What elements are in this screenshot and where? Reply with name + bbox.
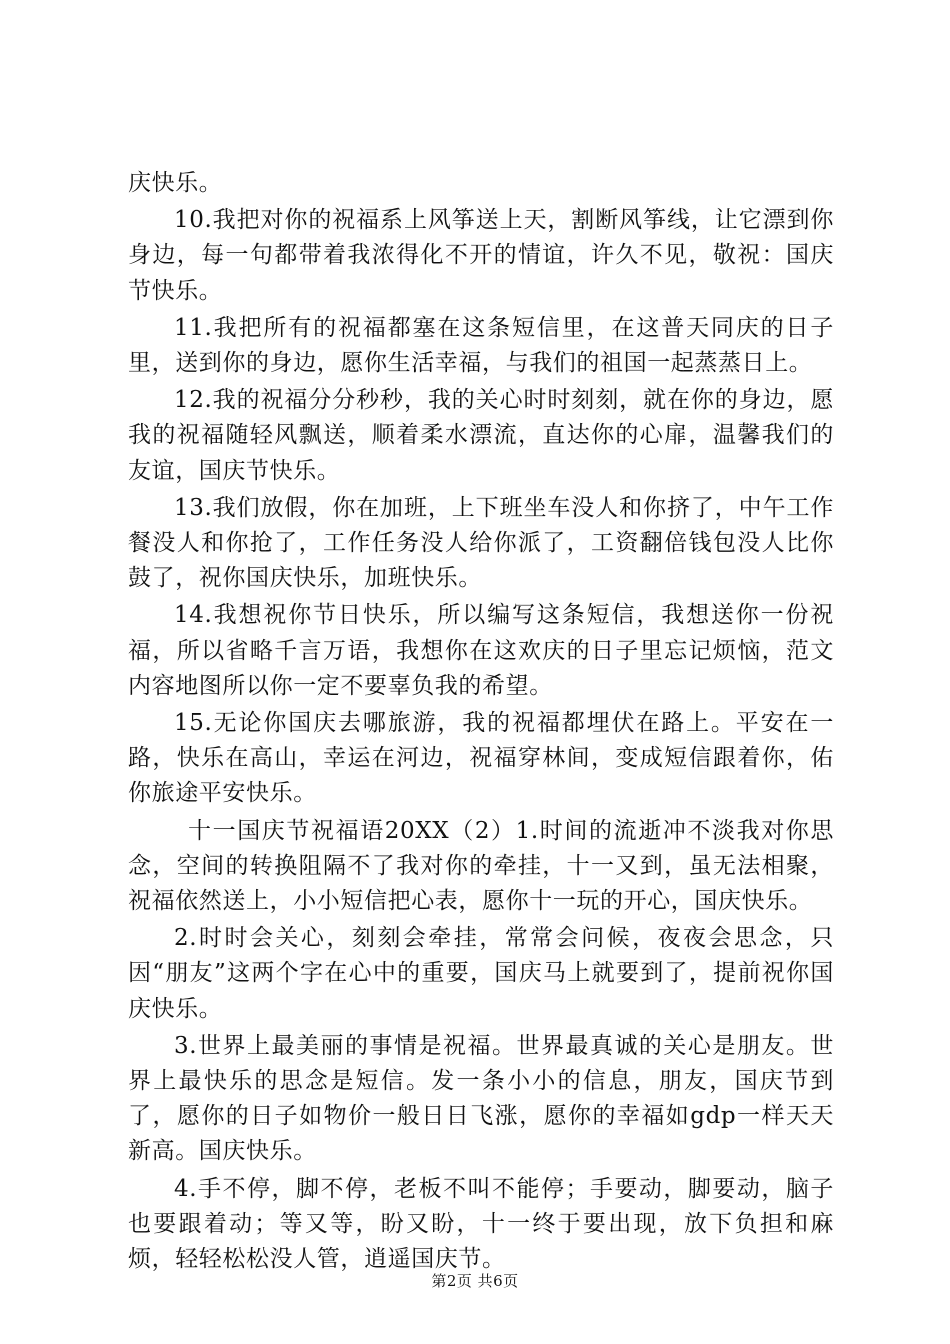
paragraph: 庆快乐。 bbox=[128, 170, 223, 196]
paragraph: 15.无论你国庆去哪旅游，我的祝福都埋伏在路上。平安在一路，快乐在高山，幸运在河边，祝福穿林间，变成短信跟着你，佑你旅途平安快乐。 bbox=[128, 710, 834, 807]
paragraph: 14.我想祝你节日快乐，所以编写这条短信，我想送你一份祝福，所以省略千言万语，我想你在这欢庆的日子里忘记烦恼，范文内容地图所以你一定不要辜负我的希望。 bbox=[128, 602, 834, 699]
section-heading-paragraph: 十一国庆节祝福语20XX（2）1.时间的流逝冲不淡我对你思念，空间的转换阻隔不了我对你的牵挂，十一又到，虽无法相聚，祝福依然送上，小小短信把心表，愿你十一玩的开心，国庆快乐。 bbox=[128, 817, 834, 915]
document-body bbox=[128, 166, 834, 1279]
paragraph: 13.我们放假，你在加班，上下班坐车没人和你挤了，中午工作餐没人和你抢了，工作任务没人给你派了，工资翻倍钱包没人比你鼓了，祝你国庆快乐，加班快乐。 bbox=[128, 494, 834, 592]
paragraph: 11.我把所有的祝福都塞在这条短信里，在这普天同庆的日子里，送到你的身边，愿你生活幸福，与我们的祖国一起蒸蒸日上。 bbox=[128, 314, 834, 377]
paragraph: 3.世界上最美丽的事情是祝福。世界最真诚的关心是朋友。世界上最快乐的思念是短信。发一条小小的信息，朋友，国庆节到了，愿你的日子如物价一般日日飞涨，愿你的幸福如gdp一样天天新高。国庆快乐。 bbox=[128, 1032, 834, 1165]
page-number-footer: 第2页 共6页 bbox=[431, 1272, 519, 1290]
paragraph: 4.手不停，脚不停，老板不叫不能停；手要动，脚要动，脑子也要跟着动；等又等，盼又盼，十一终于要出现，放下负担和麻烦，轻轻松松没人管，逍遥国庆节。 bbox=[128, 1175, 834, 1273]
paragraph: 10.我把对你的祝福系上风筝送上天，割断风筝线，让它漂到你身边，每一句都带着我浓得化不开的情谊，许久不见，敬祝：国庆节快乐。 bbox=[128, 207, 834, 304]
paragraph: 2.时时会关心，刻刻会牵挂，常常会问候，夜夜会思念，只因“朋友”这两个字在心中的重要，国庆马上就要到了，提前祝你国庆快乐。 bbox=[128, 925, 834, 1022]
paragraph: 12.我的祝福分分秒秒，我的关心时时刻刻，就在你的身边，愿我的祝福随轻风飘送，顺着柔水漂流，直达你的心扉，温馨我们的友谊，国庆节快乐。 bbox=[128, 387, 834, 484]
